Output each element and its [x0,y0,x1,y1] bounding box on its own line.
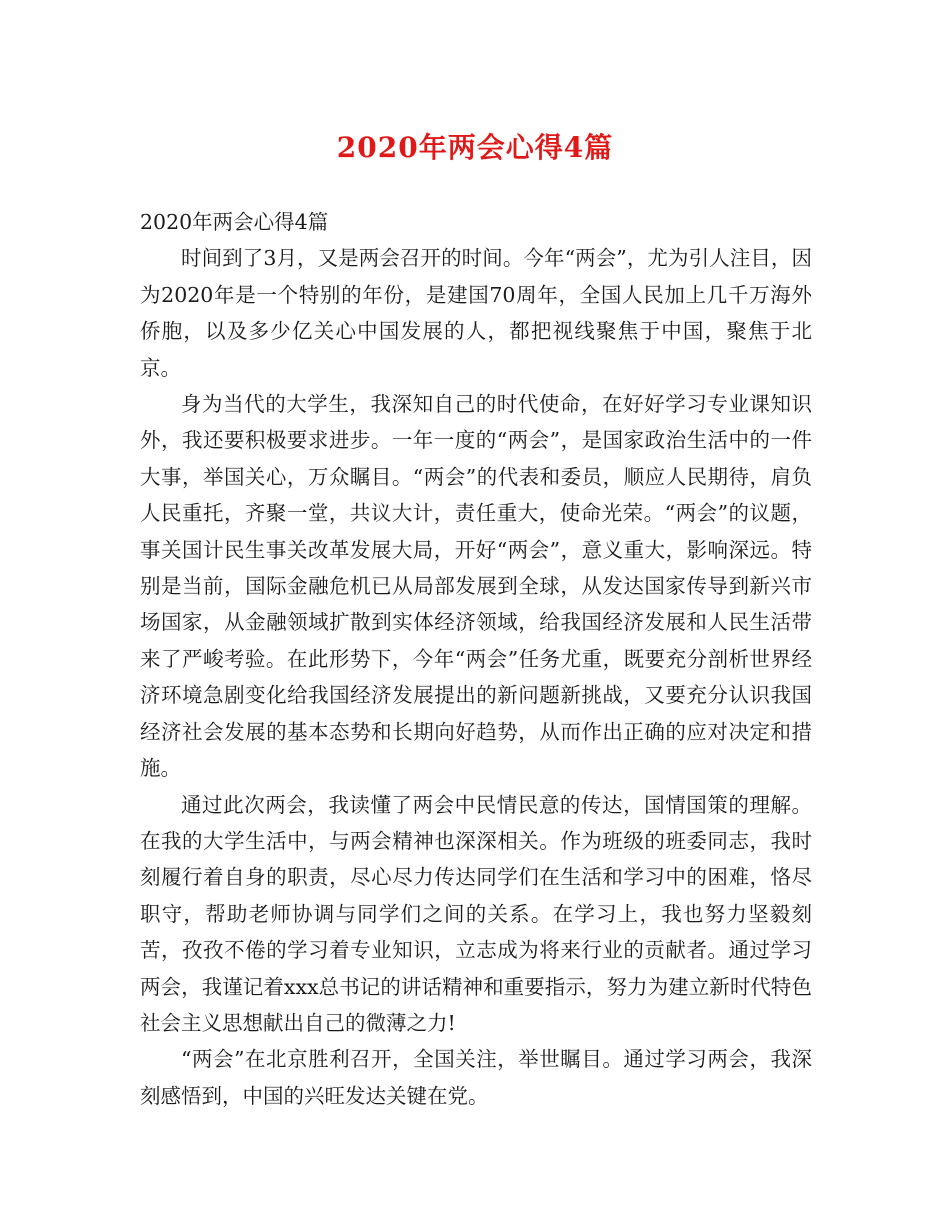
paragraph-3: 通过此次两会，我读懂了两会中民情民意的传达，国情国策的理解。在我的大学生活中，与两会精神也深深相关。作为班级的班委同志，我时刻履行着自身的职责，尽心尽力传达同学们在生活和学习中的困难，恪尽职守，帮助老师协调与同学们之间的关系。在学习上，我也努力坚毅刻苦，孜孜不倦的学习着专业知识，立志成为将来行业的贡献者。通过学习两会，我谨记着xxx总书记的讲话精神和重要指示，努力为建立新时代特色社会主义思想献出自己的微薄之力! [140,792,812,1035]
paragraph-1: 时间到了3月，又是两会召开的时间。今年“两会”，尤为引人注目，因为2020年是一个特别的年份，是建国70周年，全国人民加上几千万海外侨胞，以及多少亿关心中国发展的人，都把视线聚焦于中国，聚焦于北京。 [140,246,812,380]
document-body [140,204,812,1114]
document-title: 2020年两会心得4篇 [336,131,614,164]
paragraph-2: 身为当代的大学生，我深知自己的时代使命，在好好学习专业课知识外，我还要积极要求进步。一年一度的“两会”，是国家政治生活中的一件大事，举国关心，万众瞩目。“两会”的代表和委员，顺应人民期待，肩负人民重托，齐聚一堂，共议大计，责任重大，使命光荣。“两会”的议题，事关国计民生事关改革发展大局，开好“两会”，意义重大，影响深远。特别是当前，国际金融危机已从局部发展到全球，从发达国家传导到新兴市场国家，从金融领域扩散到实体经济领域，给我国经济发展和人民生活带来了严峻考验。在此形势下，今年“两会”任务尤重，既要充分剖析世界经济环境急剧变化给我国经济发展提出的新问题新挑战，又要充分认识我国经济社会发展的基本态势和长期向好趋势，从而作出正确的应对决定和措施。 [140,392,812,781]
paragraph-4: “两会”在北京胜利召开，全国关注，举世瞩目。通过学习两会，我深刻感悟到，中国的兴旺发达关键在党。 [140,1047,812,1108]
document-subtitle: 2020年两会心得4篇 [140,210,329,234]
